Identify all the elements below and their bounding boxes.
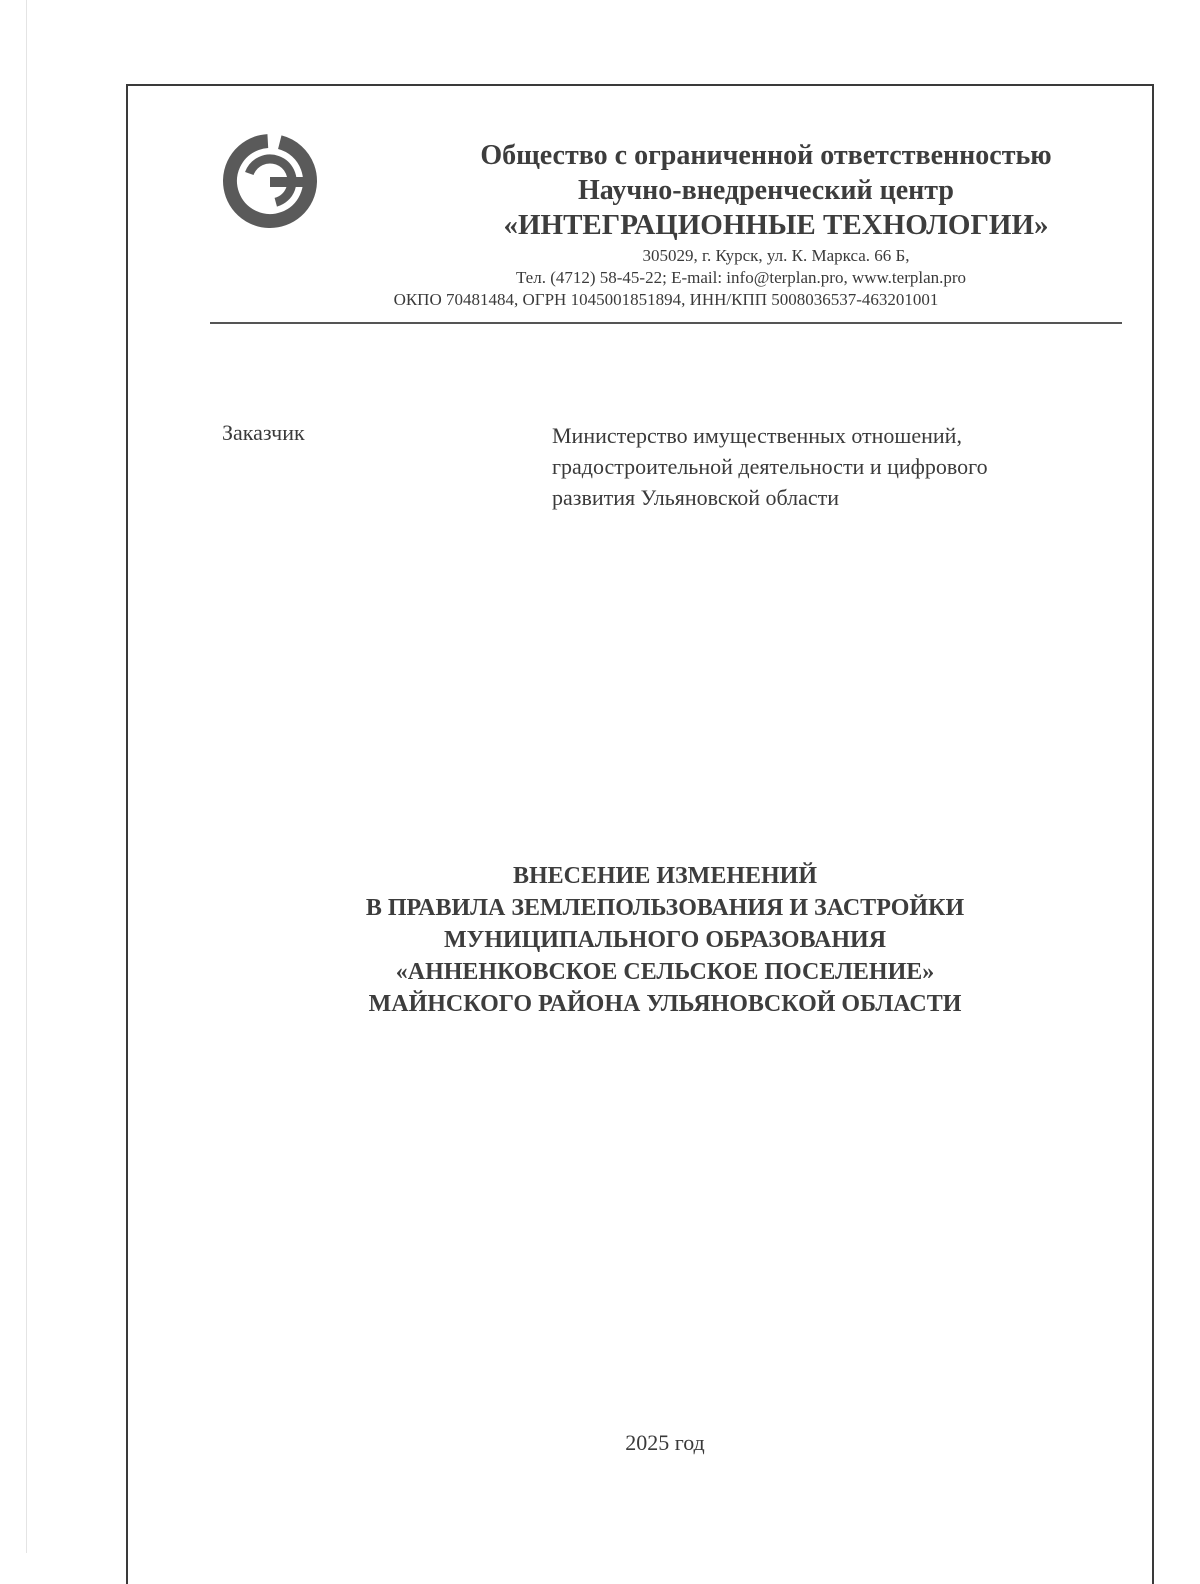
document-title — [200, 860, 1130, 1020]
title-line: МУНИЦИПАЛЬНОГО ОБРАЗОВАНИЯ — [443, 927, 887, 953]
customer-label: Заказчик — [222, 420, 305, 445]
title-line: ВНЕСЕНИЕ ИЗМЕНЕНИЙ — [512, 863, 818, 889]
title-line: МАЙНСКОГО РАЙОНА УЛЬЯНОВСКОЙ ОБЛАСТИ — [368, 991, 962, 1017]
org-contacts: Тел. (4712) 58-45-22; E-mail: info@terplan.pro, www.terplan.pro — [515, 268, 967, 287]
org-registration: ОКПО 70481484, ОГРН 1045001851894, ИНН/КПП 5008036537-463201001 — [393, 290, 939, 309]
document-year: 2025 год — [625, 1430, 705, 1455]
title-line: В ПРАВИЛА ЗЕМЛЕПОЛЬЗОВАНИЯ И ЗАСТРОЙКИ — [365, 895, 965, 921]
title-line: «АННЕНКОВСКОЕ СЕЛЬСКОЕ ПОСЕЛЕНИЕ» — [395, 959, 935, 985]
org-legal-form: Общество с ограниченной ответственностью — [480, 140, 1052, 171]
scan-edge — [26, 0, 27, 1553]
org-type: Научно-внедренческий центр — [578, 175, 954, 206]
header-divider — [210, 322, 1122, 324]
customer-value — [552, 420, 1122, 513]
org-address: 305029, г. Курск, ул. К. Маркса. 66 Б, — [642, 246, 910, 265]
org-name: «ИНТЕГРАЦИОННЫЕ ТЕХНОЛОГИИ» — [503, 209, 1049, 241]
customer-value-line: развития Ульяновской области — [552, 485, 840, 510]
customer-value-line: Министерство имущественных отношений, — [552, 423, 962, 448]
customer-value-line: градостроительной деятельности и цифрового — [552, 454, 988, 479]
organization-header — [210, 138, 1122, 311]
